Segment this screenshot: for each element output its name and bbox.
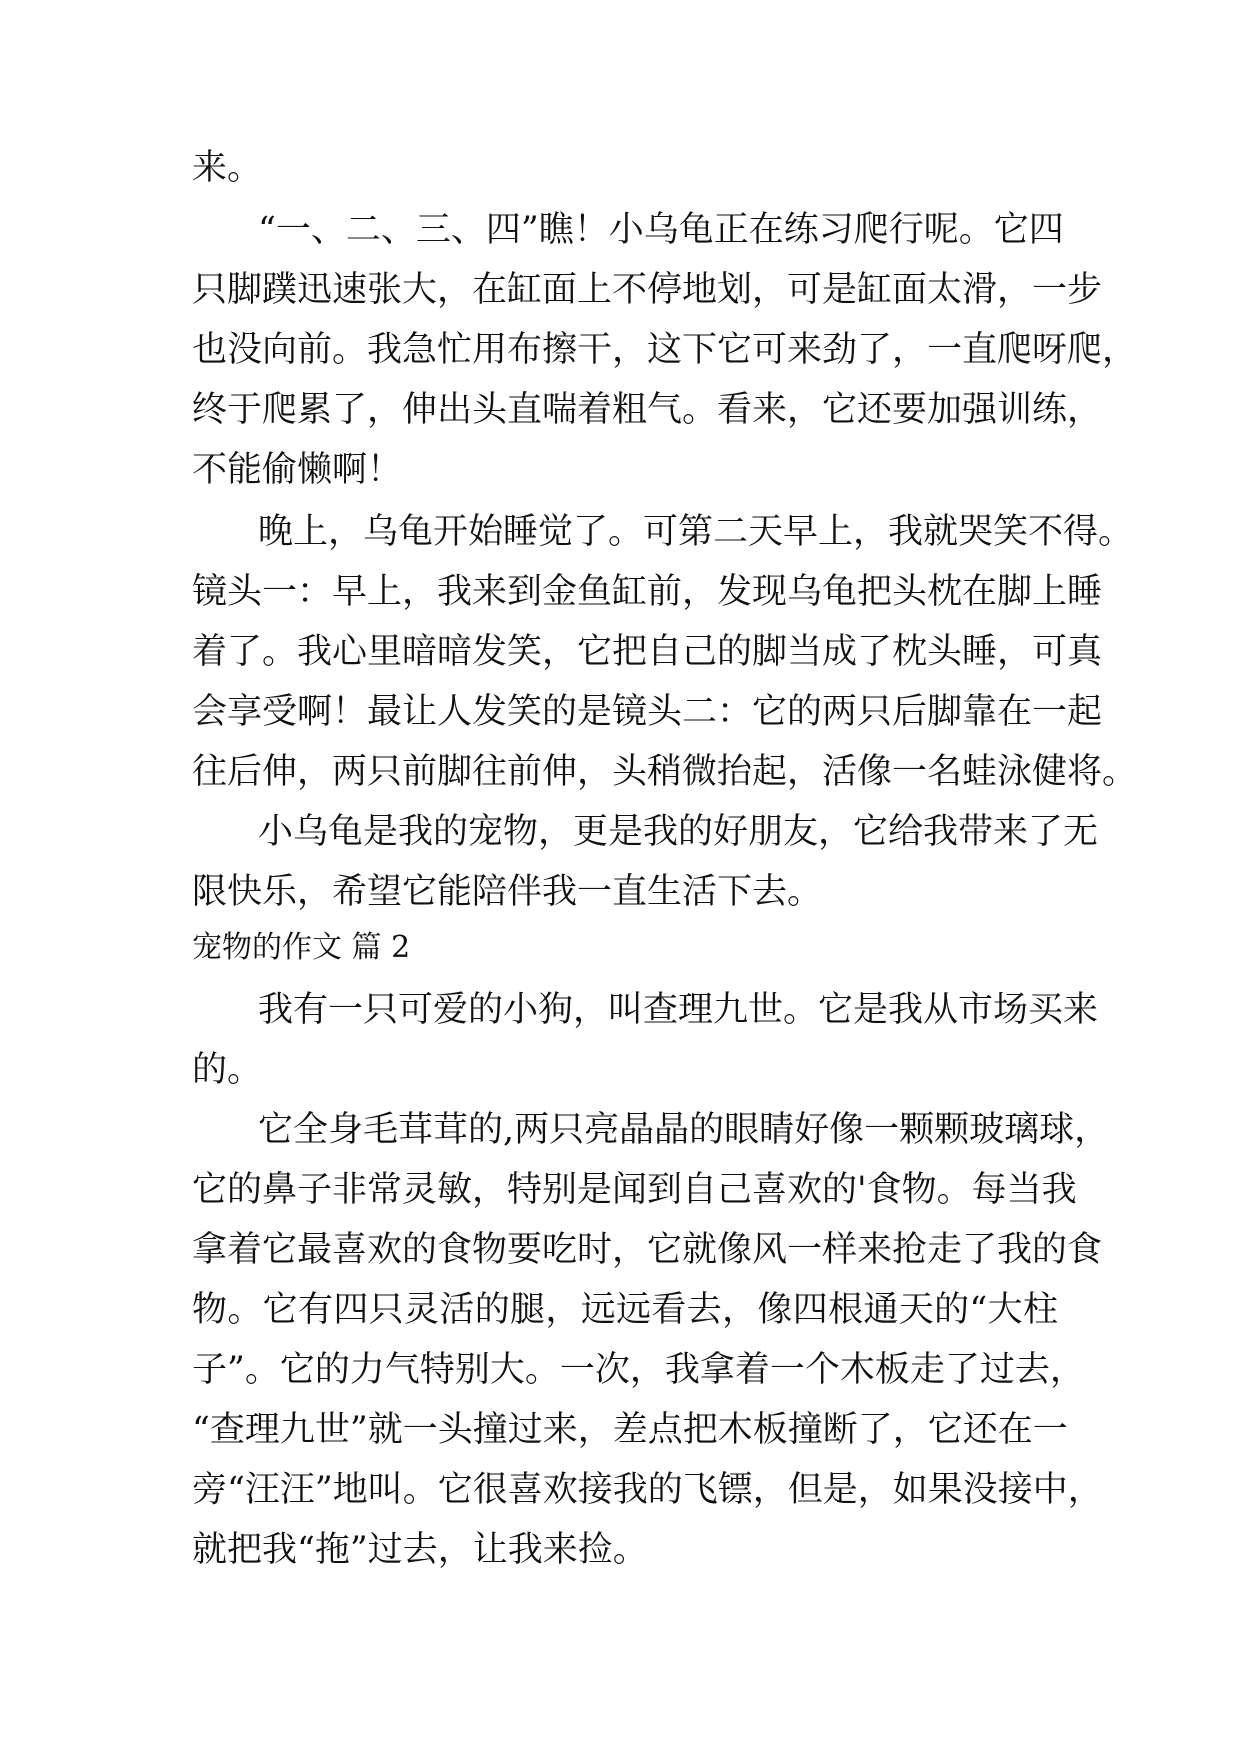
text-line: 也没向前。我急忙用布擦干，这下它可来劲了，一直爬呀爬， bbox=[192, 330, 1138, 370]
paragraph-first-line: “一、二、三、四”瞧！小乌龟正在练习爬行呢。它四 bbox=[258, 210, 1064, 250]
text-line: 终于爬累了，伸出头直喘着粗气。看来，它还要加强训练， bbox=[192, 390, 1103, 430]
text-line: 镜头一：早上，我来到金鱼缸前，发现乌龟把头枕在脚上睡 bbox=[192, 572, 1103, 612]
text-line: 着了。我心里暗暗发笑，它把自己的脚当成了枕头睡，可真 bbox=[192, 632, 1103, 672]
text-line: 不能偷懒啊！ bbox=[192, 450, 403, 490]
text-line: 就把我“拖”过去，让我来捡。 bbox=[192, 1530, 648, 1570]
text-line: 拿着它最喜欢的食物要吃时，它就像风一样来抢走了我的食 bbox=[192, 1230, 1103, 1270]
paragraph-first-line: 晚上，乌龟开始睡觉了。可第二天早上，我就哭笑不得。 bbox=[258, 512, 1134, 552]
paragraph-first-line: 我有一只可爱的小狗，叫查理九世。它是我从市场买来 bbox=[258, 990, 1099, 1030]
text-line: 来。 bbox=[192, 148, 263, 188]
text-line: 只脚蹼迅速张大，在缸面上不停地划，可是缸面太滑，一步 bbox=[192, 270, 1103, 310]
paragraph-first-line: 小乌龟是我的宠物，更是我的好朋友，它给我带来了无 bbox=[258, 812, 1099, 852]
text-line: 旁“汪汪”地叫。它很喜欢接我的飞镖，但是，如果没接中， bbox=[192, 1470, 1103, 1510]
text-line: 往后伸，两只前脚往前伸，头稍微抬起，活像一名蛙泳健将。 bbox=[192, 752, 1138, 792]
text-line: 子”。它的力气特别大。一次，我拿着一个木板走了过去， bbox=[192, 1350, 1085, 1390]
text-line: 限快乐，希望它能陪伴我一直生活下去。 bbox=[192, 872, 823, 912]
text-line: 它的鼻子非常灵敏，特别是闻到自己喜欢的'食物。每当我 bbox=[192, 1170, 1077, 1210]
section-title: 宠物的作文 篇 2 bbox=[192, 930, 411, 965]
paragraph-first-line: 它全身毛茸茸的,两只亮晶晶的眼睛好像一颗颗玻璃球， bbox=[258, 1110, 1110, 1150]
text-line: 的。 bbox=[192, 1050, 263, 1090]
text-line: 会享受啊！最让人发笑的是镜头二：它的两只后脚靠在一起 bbox=[192, 692, 1103, 732]
text-line: “查理九世”就一头撞过来，差点把木板撞断了，它还在一 bbox=[192, 1410, 1068, 1450]
text-line: 物。它有四只灵活的腿，远远看去，像四根通天的“大柱 bbox=[192, 1290, 1058, 1330]
